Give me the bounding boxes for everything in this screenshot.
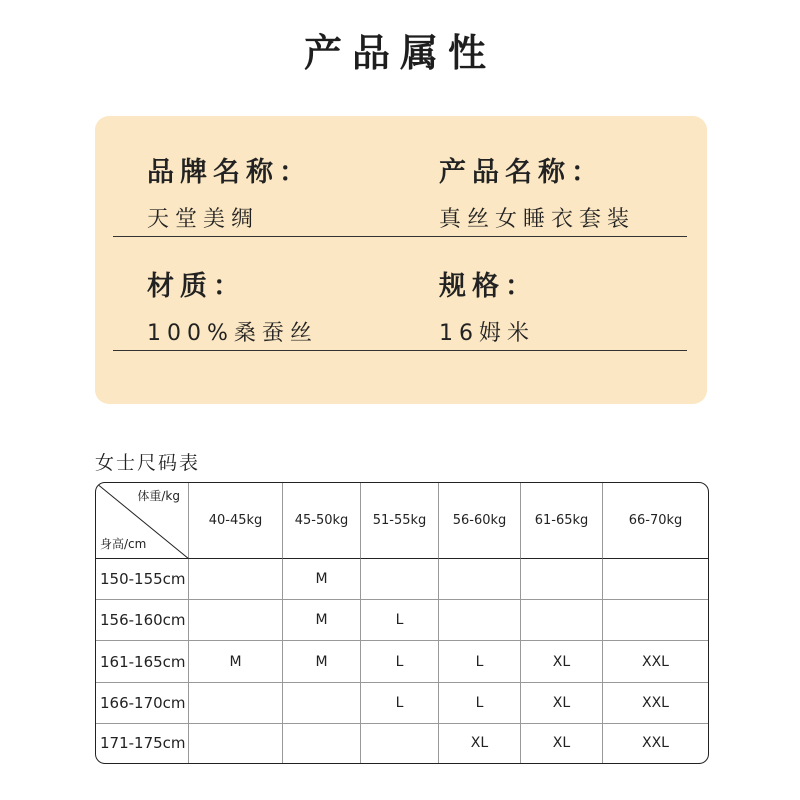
size-cell [439,600,521,641]
size-cell: XXL [603,683,708,724]
weight-header: 56-60kg [439,483,521,559]
size-chart-title: 女士尺码表 [95,452,201,474]
spec-value: 16姆米 [439,321,535,346]
height-cell: 161-165cm [96,641,189,682]
weight-header: 66-70kg [603,483,708,559]
brand-value: 天堂美绸 [147,207,260,232]
size-cell: M [283,600,361,641]
size-cell [189,724,283,763]
product-name-label: 产品名称： [439,157,604,188]
size-cell [189,683,283,724]
size-cell: XL [521,724,603,763]
spec-label: 规格： [439,271,538,302]
weight-header: 61-65kg [521,483,603,559]
size-cell: XL [521,683,603,724]
size-cell: L [361,641,439,682]
table-row [96,600,708,641]
attribute-divider [113,350,687,351]
page-title: 产品属性 [303,31,496,75]
height-axis-label: 身高/cm [100,537,147,551]
weight-axis-label: 体重/kg [137,489,180,503]
table-row [96,683,708,724]
brand-label: 品牌名称： [147,157,312,188]
size-cell [283,724,361,763]
table-row [96,641,708,682]
size-cell: L [439,641,521,682]
table-header-row [96,483,708,559]
size-cell [283,683,361,724]
height-cell: 171-175cm [96,724,189,763]
size-cell [521,600,603,641]
table-row [96,724,708,763]
material-value: 100%桑蚕丝 [147,321,318,346]
size-cell: M [283,641,361,682]
material-label: 材质： [147,271,246,302]
size-cell [603,559,708,600]
height-cell: 166-170cm [96,683,189,724]
size-chart-table [95,482,709,764]
size-cell: M [189,641,283,682]
size-cell: L [361,600,439,641]
corner-cell [96,483,189,559]
height-cell: 150-155cm [96,559,189,600]
size-cell [521,559,603,600]
size-cell: XXL [642,735,669,752]
size-cell: XL [439,724,521,763]
size-cell [603,600,708,641]
size-cell [189,559,283,600]
weight-header: 40-45kg [189,483,283,559]
size-cell [439,559,521,600]
size-cell: L [439,683,521,724]
size-cell: L [361,683,439,724]
height-cell: 156-160cm [96,600,189,641]
product-name-value: 真丝女睡衣套装 [439,207,636,232]
size-cell [189,600,283,641]
product-attributes-card [95,116,707,404]
weight-header: 45-50kg [283,483,361,559]
size-cell: M [283,559,361,600]
table-row [96,559,708,600]
size-cell: XL [521,641,603,682]
size-cell [361,559,439,600]
size-cell [361,724,439,763]
size-cell: XXL [603,641,708,682]
attribute-divider [113,236,687,237]
weight-header: 51-55kg [361,483,439,559]
